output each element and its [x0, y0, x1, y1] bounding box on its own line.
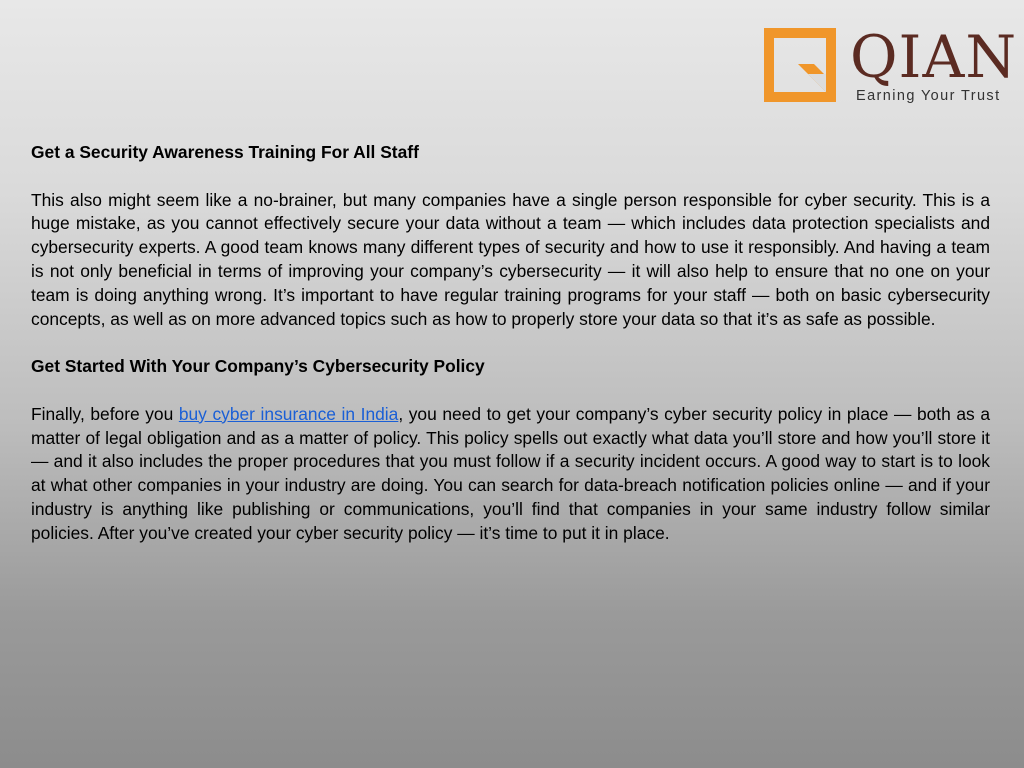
section-heading-training: Get a Security Awareness Training For All Staff	[31, 142, 419, 162]
paragraph-spacer	[31, 379, 990, 403]
section-body-policy	[31, 403, 990, 546]
logo-mark-icon	[764, 28, 836, 102]
cyber-insurance-link[interactable]: buy cyber insurance in India	[178, 403, 399, 424]
policy-text-after-link: , you need to get your company’s cyber security policy in place — both as a matter of legal obligation and as a matter of policy. This policy spells out exactly what data you’ll store and how you’ll store it — and it also includes the proper procedures that you must follow if a security incident occurs. A good way to start is to look at what other companies in your industry are doing. You can search for data-breach notification policies online — and if your industry is anything like publishing or communications, you’ll find that companies in your same industry follow similar policies. After you’ve created your cyber security policy — it’s time to put it in place.	[31, 403, 990, 543]
logo-wordmark: QIAN	[850, 28, 1018, 91]
policy-text-before-link: Finally, before you	[31, 403, 179, 424]
paragraph-spacer	[31, 331, 990, 355]
paragraph-spacer	[31, 165, 990, 189]
logo-tagline: Earning Your Trust	[856, 88, 1001, 104]
section-body-training: This also might seem like a no-brainer, but many companies have a single person responsible for cyber security. This is a huge mistake, as you cannot effectively secure your data without a team — which includes data protection specialists and cybersecurity experts. A good team knows many different types of security and how to use it responsibly. And having a team is not only beneficial in terms of improving your company’s cybersecurity — it will also help to ensure that no one on your team is doing anything wrong. It’s important to have regular training programs for your staff — both on basic cybersecurity concepts, as well as on more advanced topics such as how to properly store your data so that it’s as safe as possible.	[31, 189, 990, 329]
company-logo	[764, 28, 1024, 108]
section-heading-policy: Get Started With Your Company’s Cybersecurity Policy	[31, 356, 485, 377]
article-content	[31, 141, 990, 546]
